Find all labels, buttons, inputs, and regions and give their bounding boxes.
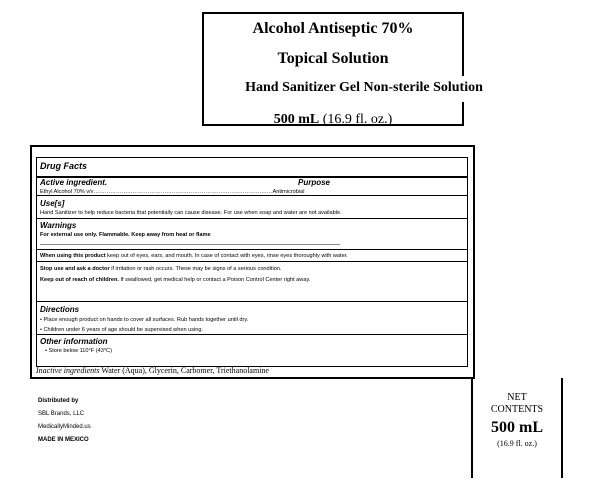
- when-using-section: [37, 250, 467, 262]
- stop-use-text: if irritation or rash occurs. These may be signs of a serious condition.: [109, 266, 282, 272]
- distributor-company: SBL Brands, LLC: [38, 411, 85, 417]
- divider: [40, 244, 340, 245]
- drug-facts-header: [37, 158, 467, 178]
- product-volume: [204, 112, 462, 128]
- stop-use-section: [37, 262, 467, 302]
- direction-item: • Place enough product on hands to cover all surfaces. Rub hands together until dry.: [40, 317, 249, 323]
- stop-use-label: Stop use and ask a doctor: [40, 266, 110, 272]
- directions-section: [37, 302, 467, 335]
- inactive-ingredients: [36, 366, 468, 375]
- contents-label: CONTENTS: [490, 404, 544, 415]
- net-volume-oz: (16.9 fl. oz.): [497, 439, 537, 448]
- drug-facts-heading: Drug Facts: [40, 161, 88, 171]
- uses-label: Use[s]: [40, 199, 65, 208]
- net-volume-ml: 500 mL: [491, 419, 543, 436]
- other-information-section: [37, 335, 467, 366]
- inactive-ingredients-label: Inactive ingredients: [36, 366, 100, 375]
- volume-oz: (16.9 fl. oz.): [322, 112, 393, 127]
- distributor-block: [38, 395, 91, 447]
- when-using-label: When using this product: [40, 253, 106, 259]
- net-label: NET: [507, 392, 527, 403]
- active-ingredient-section: [37, 177, 467, 196]
- active-ingredient-text: Ethyl Alcohol 70% v/v……………………………………………………………………………………: [40, 189, 273, 195]
- product-name: Alcohol Antiseptic 70%: [252, 20, 414, 37]
- purpose-text: Antimicrobial: [272, 189, 305, 195]
- inactive-ingredients-text: Water (Aqua), Glycerin, Carbomer, Triethanolamine: [99, 366, 269, 375]
- title-panel: [202, 12, 464, 126]
- active-ingredient-label: Active ingredient.: [40, 178, 108, 187]
- warnings-text: For external use only. Flammable. Keep away from heat or flame: [40, 232, 211, 238]
- keep-out-label: Keep out of reach of children.: [40, 277, 119, 283]
- warnings-section: [37, 219, 467, 250]
- distributor-website: MedicallyMinded.us: [38, 424, 91, 430]
- uses-text: Hand Sanitizer to help reduce bacteria that potentially can cause disease. For use when soap and water are not available.: [40, 210, 342, 216]
- direction-item: • Children under 6 years of age should be supervised when using.: [40, 327, 204, 333]
- drug-facts-panel: [36, 157, 468, 367]
- country-of-origin: MADE IN MEXICO: [38, 437, 89, 443]
- purpose-label: Purpose: [297, 178, 330, 187]
- directions-label: Directions: [40, 305, 80, 314]
- warnings-label: Warnings: [40, 221, 77, 230]
- product-form: Topical Solution: [277, 50, 389, 67]
- other-information-label: Other information: [40, 337, 108, 346]
- title-subtitle-band: [224, 76, 504, 102]
- net-contents-panel: [471, 378, 563, 478]
- when-using-text: keep out of eyes, ears, and mouth. In case of contact with eyes, rinse eyes thoroughly with water.: [105, 253, 348, 259]
- uses-section: [37, 196, 467, 219]
- product-description: Hand Sanitizer Gel Non-sterile Solution: [245, 80, 483, 95]
- distributed-by-label: Distributed by: [38, 398, 79, 404]
- other-information-text: • Store below 110°F (43°C): [45, 348, 112, 354]
- keep-out-text: If swallowed, get medical help or contact a Poison Control Center right away.: [118, 277, 311, 283]
- volume-ml: 500 mL: [273, 112, 320, 127]
